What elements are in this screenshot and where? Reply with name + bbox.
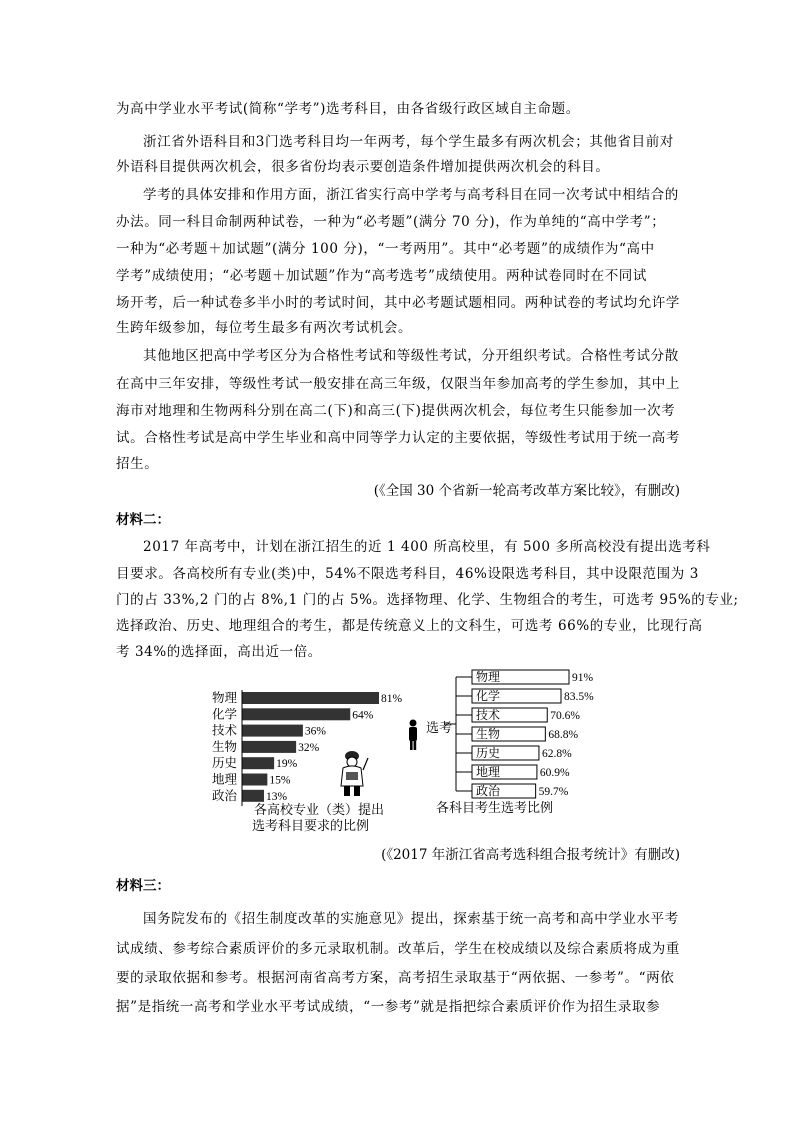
left-bar [242, 774, 267, 786]
left-bar [242, 692, 379, 704]
text-line: 2017 年高考中，计划在浙江招生的近 1 400 所高校里，有 500 多所高校没有提出选考科 [143, 539, 711, 555]
text-line: 试。合格性考试是高中学生毕业和高中同等学力认定的主要依据，等级性考试用于统一高考 [116, 430, 680, 446]
text-line: 据”是指统一高考和学业水平考试成绩，“一参考”就是指把综合素质评价作为招生录取参 [116, 999, 661, 1015]
left-value-label: 64% [352, 709, 374, 722]
left-bar [242, 708, 350, 720]
right-value-label: 68.8% [548, 729, 579, 741]
material-2-heading: 材料二： [116, 512, 170, 528]
text-line: 招生。 [116, 456, 159, 472]
right-category-label: 政治 [476, 784, 501, 798]
source-citation-2: (《2017 年浙江省高考选科组合报考统计》有删改) [381, 847, 680, 863]
right-category-label: 技术 [476, 708, 501, 722]
left-category-label: 生物 [212, 739, 238, 754]
left-chart-caption-line2: 选考科目要求的比例 [252, 818, 370, 833]
text-line: 目要求。各高校所有专业(类)中，54%不限选考科目，46%设限选考科目，其中设限范围为 3 [116, 566, 699, 582]
text-line: 要的录取依据和参考。根据河南省高考方案，高考招生录取基于“两依据、一参考”。“两依 [116, 970, 675, 986]
right-value-label: 60.9% [539, 767, 570, 779]
left-category-label: 物理 [212, 691, 238, 705]
text-line: 海市对地理和生物两科分别在高二(下)和高三(下)提供两次机会，每位考生只能参加一次考 [116, 403, 676, 419]
right-category-label: 地理 [476, 765, 501, 779]
left-bar [242, 790, 264, 802]
left-chart-caption-line1: 各高校专业（类）提出 [254, 802, 385, 817]
right-value-label: 83.5% [564, 691, 594, 703]
text-line: 场开考，后一种试卷多半小时的考试时间，其中必考题试题相同。两种试卷的考试均允许学 [116, 295, 680, 311]
text-line: 国务院发布的《招生制度改革的实施意见》提出，探索基于统一高考和高中学业水平考 [143, 911, 679, 927]
left-bar [242, 741, 296, 753]
text-line: 为高中学业水平考试(简称“学考”)选考科目，由各省级行政区域自主命题。 [116, 101, 580, 117]
left-bar [242, 725, 303, 737]
right-value-label: 59.7% [538, 786, 569, 798]
right-category-label: 历史 [476, 746, 501, 760]
root-label: 选考 [426, 720, 453, 735]
left-value-label: 13% [265, 790, 288, 803]
text-line: 在高中三年安排，等级性考试一般安排在高三年级，仅限当年参加高考的学生参加，其中上 [116, 376, 680, 392]
cartoon-figure-icon [341, 751, 368, 796]
left-category-label: 地理 [212, 772, 238, 787]
right-bar-chart [444, 669, 594, 798]
left-value-label: 36% [304, 725, 326, 738]
right-value-label: 91% [572, 672, 594, 684]
text-line: 考 34%的选择面，高出近一倍。 [116, 644, 322, 660]
left-category-label: 历史 [212, 756, 238, 771]
right-category-label: 生物 [476, 727, 501, 741]
text-line: 学考的具体安排和作用方面，浙江省实行高中学考与高考科目在同一次考试中相结合的 [143, 187, 679, 203]
text-line: 选择政治、历史、地理组合的考生，都是传统意义上的文科生，可选考 66%的专业，比现行高 [116, 618, 703, 634]
text-line: 一种为“必考题＋加试题”(满分 100 分)，“一考两用”。其中“必考题”的成绩作为“高中 [116, 241, 655, 257]
left-value-label: 19% [276, 758, 298, 771]
left-value-label: 32% [298, 741, 320, 754]
text-line: 外语科目提供两次机会，很多省份均表示要创造条件增加提供两次机会的科目。 [116, 159, 610, 175]
left-value-label: 81% [381, 693, 403, 705]
right-category-label: 物理 [476, 670, 501, 684]
right-category-label: 化学 [476, 689, 501, 703]
left-category-label: 政治 [212, 788, 238, 803]
text-line: 办法。同一科目命制两种试卷，一种为“必考题”(满分 70 分)，作为单纯的“高中学考”； [116, 214, 666, 230]
text-line: 门的占 33%,2 门的占 8%,1 门的占 5%。选择物理、化学、生物组合的考生，可选考 95%的专业; [116, 592, 739, 608]
text-line: 浙江省外语科目和3门选考科目均一年两考，每个学生最多有两次机会；其他省目前对 [143, 134, 674, 150]
text-line: 试成绩、参考综合素质评价的多元录取机制。改革后，学生在校成绩以及综合素质将成为重 [116, 941, 680, 957]
left-category-label: 化学 [212, 707, 238, 722]
left-value-label: 15% [269, 774, 291, 787]
right-value-label: 62.8% [541, 748, 572, 760]
student-icon [409, 720, 417, 751]
material-3-heading: 材料三： [116, 878, 170, 894]
text-line: 其他地区把高中学考区分为合格性考试和等级性考试，分开组织考试。合格性考试分散 [143, 348, 679, 364]
text-line: 生跨年级参加，每位考生最多有两次考试机会。 [116, 320, 413, 336]
left-bar [242, 757, 274, 769]
left-category-label: 技术 [212, 723, 238, 738]
text-line: 学考”成绩使用；“必考题＋加试题”作为“高考选考”成绩使用。两种试卷同时在不同试 [116, 268, 648, 284]
right-chart-title: 各科目考生选考比例 [436, 800, 554, 815]
source-citation-1: (《全国 30 个省新一轮高考改革方案比较》，有删改) [373, 483, 680, 499]
right-value-label: 70.6% [550, 710, 580, 722]
charts-figure [200, 662, 600, 834]
left-bar-chart [212, 690, 403, 806]
